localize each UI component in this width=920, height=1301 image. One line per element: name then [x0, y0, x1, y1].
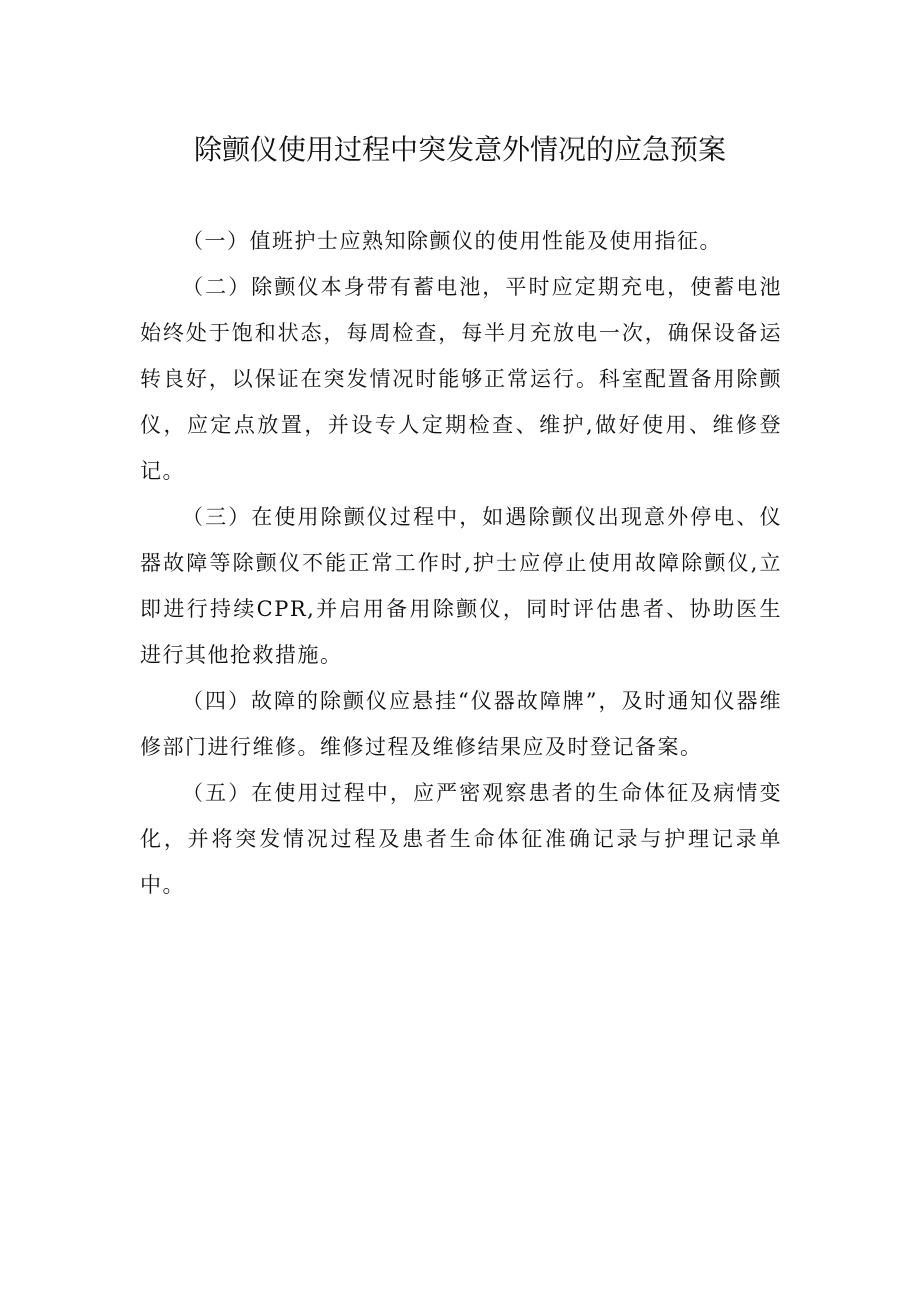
- paragraph-5: （五）在使用过程中，应严密观察患者的生命体征及病情变化，并将突发情况过程及患者生命体征准确记录与护理记录单中。: [140, 781, 782, 897]
- document-title: 除颤仪使用过程中突发意外情况的应急预案: [193, 133, 726, 166]
- paragraph-3: （三）在使用除颤仪过程中，如遇除颤仪出现意外停电、仪器故障等除颤仪不能正常工作时,护士应停止使用故障除颤仪,立即进行持续CPR,并启用备用除颤仪，同时评估患者、协助医生进行其他抢救措施。: [140, 505, 782, 667]
- document-body: [140, 218, 782, 908]
- paragraph-4: （四）故障的除颤仪应悬挂“仪器故障牌”，及时通知仪器维修部门进行维修。维修过程及维修结果应及时登记备案。: [140, 689, 782, 759]
- paragraph-1: （一）值班护士应熟知除颤仪的使用性能及使用指征。: [182, 229, 722, 253]
- paragraph-2: （二）除颤仪本身带有蓄电池，平时应定期充电，使蓄电池始终处于饱和状态，每周检查，每半月充放电一次，确保设备运转良好，以保证在突发情况时能够正常运行。科室配置备用除颤仪，应定点放置，并设专人定期检查、维护,做好使用、维修登记。: [140, 275, 782, 483]
